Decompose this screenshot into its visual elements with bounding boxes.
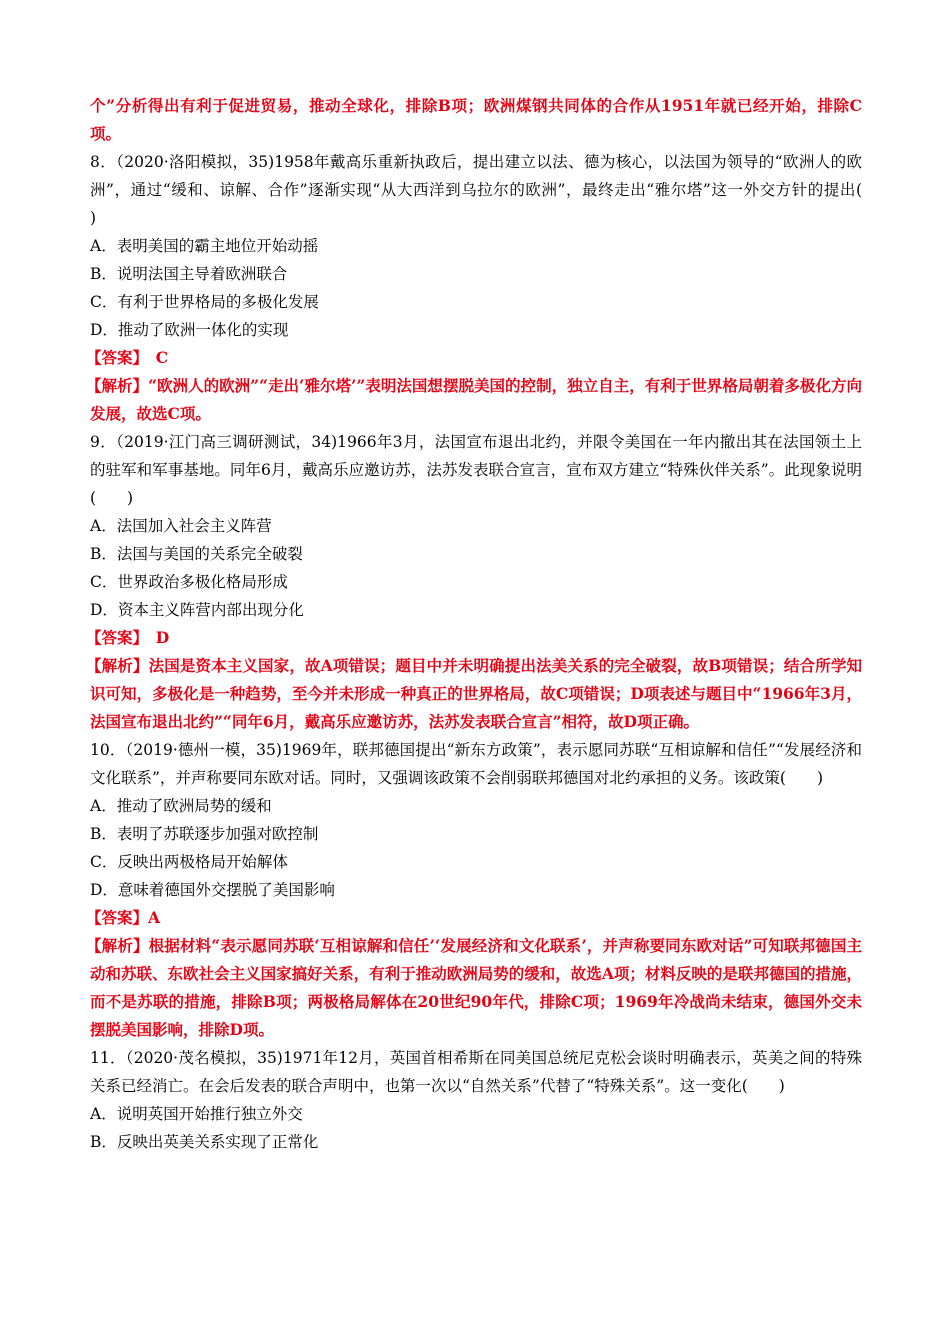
top-explanation: 个”分析得出有利于促进贸易，推动全球化，排除B项；欧洲煤钢共同体的合作从1951年就已经开始，排除C项。 — [90, 96, 862, 143]
option-b: B．说明法国主导着欧洲联合 — [90, 265, 288, 283]
question-stem: 9．（2019·江门高三调研测试，34)1966年3月，法国宣布退出北约，并限令美国在一年内撤出其在法国领土上的驻军和军事基地。同年6月，戴高乐应邀访苏，法苏发表联合宣言，宣布双方建立“特殊伙伴关系”。此现象说明( ) — [90, 433, 862, 507]
analysis-label: 【解析】 — [86, 656, 149, 675]
answer-line — [86, 904, 862, 932]
answer-line — [86, 344, 862, 372]
answer-value: C — [140, 348, 169, 367]
option-b: B．反映出英美关系实现了正常化 — [90, 1133, 319, 1151]
option-c: C．反映出两极格局开始解体 — [90, 853, 288, 871]
option-b: B．法国与美国的关系完全破裂 — [90, 545, 303, 563]
option-d: D．意味着德国外交摆脱了美国影响 — [90, 881, 335, 899]
question-10 — [86, 736, 862, 1044]
option-b: B．表明了苏联逐步加强对欧控制 — [90, 825, 319, 843]
analysis-label: 【解析】 — [86, 376, 149, 395]
analysis — [86, 932, 862, 1044]
option-d: D．推动了欧洲一体化的实现 — [90, 321, 289, 339]
option-a: A．说明英国开始推行独立外交 — [90, 1105, 303, 1123]
question-8 — [86, 148, 894, 428]
answer-value: A — [148, 908, 161, 927]
answer-label: 【答案】 — [86, 908, 149, 927]
analysis-text: 根据材料“表示愿同苏联‘互相谅解和信任’‘发展经济和文化联系’，并声称要同东欧对话”可知联邦德国主动和苏联、东欧社会主义国家搞好关系，有利于推动欧洲局势的缓和，故选A项；材料反映的是联邦德国的措施，而不是苏联的措施，排除B项；两极格局解体在20世纪90年代，排除C项；1969年冷战尚未结束，德国外交未摆脱美国影响，排除D项。 — [90, 936, 862, 1039]
option-d: D．资本主义阵营内部出现分化 — [90, 601, 304, 619]
analysis — [86, 652, 862, 736]
option-a: A．法国加入社会主义阵营 — [90, 517, 272, 535]
question-stem: 8．（2020·洛阳模拟，35)1958年戴高乐重新执政后，提出建立以法、德为核心，以法国为领导的“欧洲人的欧洲”，通过“缓和、谅解、合作”逐渐实现“从大西洋到乌拉尔的欧洲”，最终走出“雅尔塔”这一外交方针的提出( ) — [90, 153, 894, 227]
option-c: C．世界政治多极化格局形成 — [90, 573, 288, 591]
analysis-text: 法国是资本主义国家，故A项错误；题目中并未明确提出法美关系的完全破裂，故B项错误；结合所学知识可知，多极化是一种趋势，至今并未形成一种真正的世界格局，故C项错误；D项表述与题目中“1966年3月，法国宣布退出北约”“同年6月，戴高乐应邀访苏，法苏发表联合宣言”相符，故D项正确。 — [90, 656, 862, 731]
option-a: A．推动了欧洲局势的缓和 — [90, 797, 272, 815]
analysis-text: “欧洲人的欧洲”“走出‘雅尔塔’”表明法国想摆脱美国的控制，独立自主，有利于世界格局朝着多极化方向发展，故选C项。 — [90, 376, 862, 423]
analysis — [86, 372, 862, 428]
answer-line — [86, 624, 862, 652]
question-stem: 11．（2020·茂名模拟，35)1971年12月，英国首相希斯在同美国总统尼克松会谈时明确表示，英美之间的特殊关系已经消亡。在会后发表的联合声明中，也第一次以“自然关系”代替了“特殊关系”。这一变化( ) — [90, 1049, 862, 1095]
answer-value: D — [140, 628, 170, 647]
document-page — [86, 92, 894, 1156]
question-9 — [86, 428, 862, 736]
option-a: A．表明美国的霸主地位开始动摇 — [90, 237, 319, 255]
question-stem: 10．（2019·德州一模，35)1969年，联邦德国提出“新东方政策”，表示愿同苏联“互相谅解和信任”“发展经济和文化联系”，并声称要同东欧对话。同时，又强调该政策不会削弱联邦德国对北约承担的义务。该政策( ) — [90, 741, 862, 787]
answer-label: 【答案】 — [86, 348, 141, 367]
option-c: C．有利于世界格局的多极化发展 — [90, 293, 319, 311]
answer-label: 【答案】 — [86, 628, 141, 647]
question-11 — [90, 1044, 862, 1156]
analysis-label: 【解析】 — [86, 936, 149, 955]
